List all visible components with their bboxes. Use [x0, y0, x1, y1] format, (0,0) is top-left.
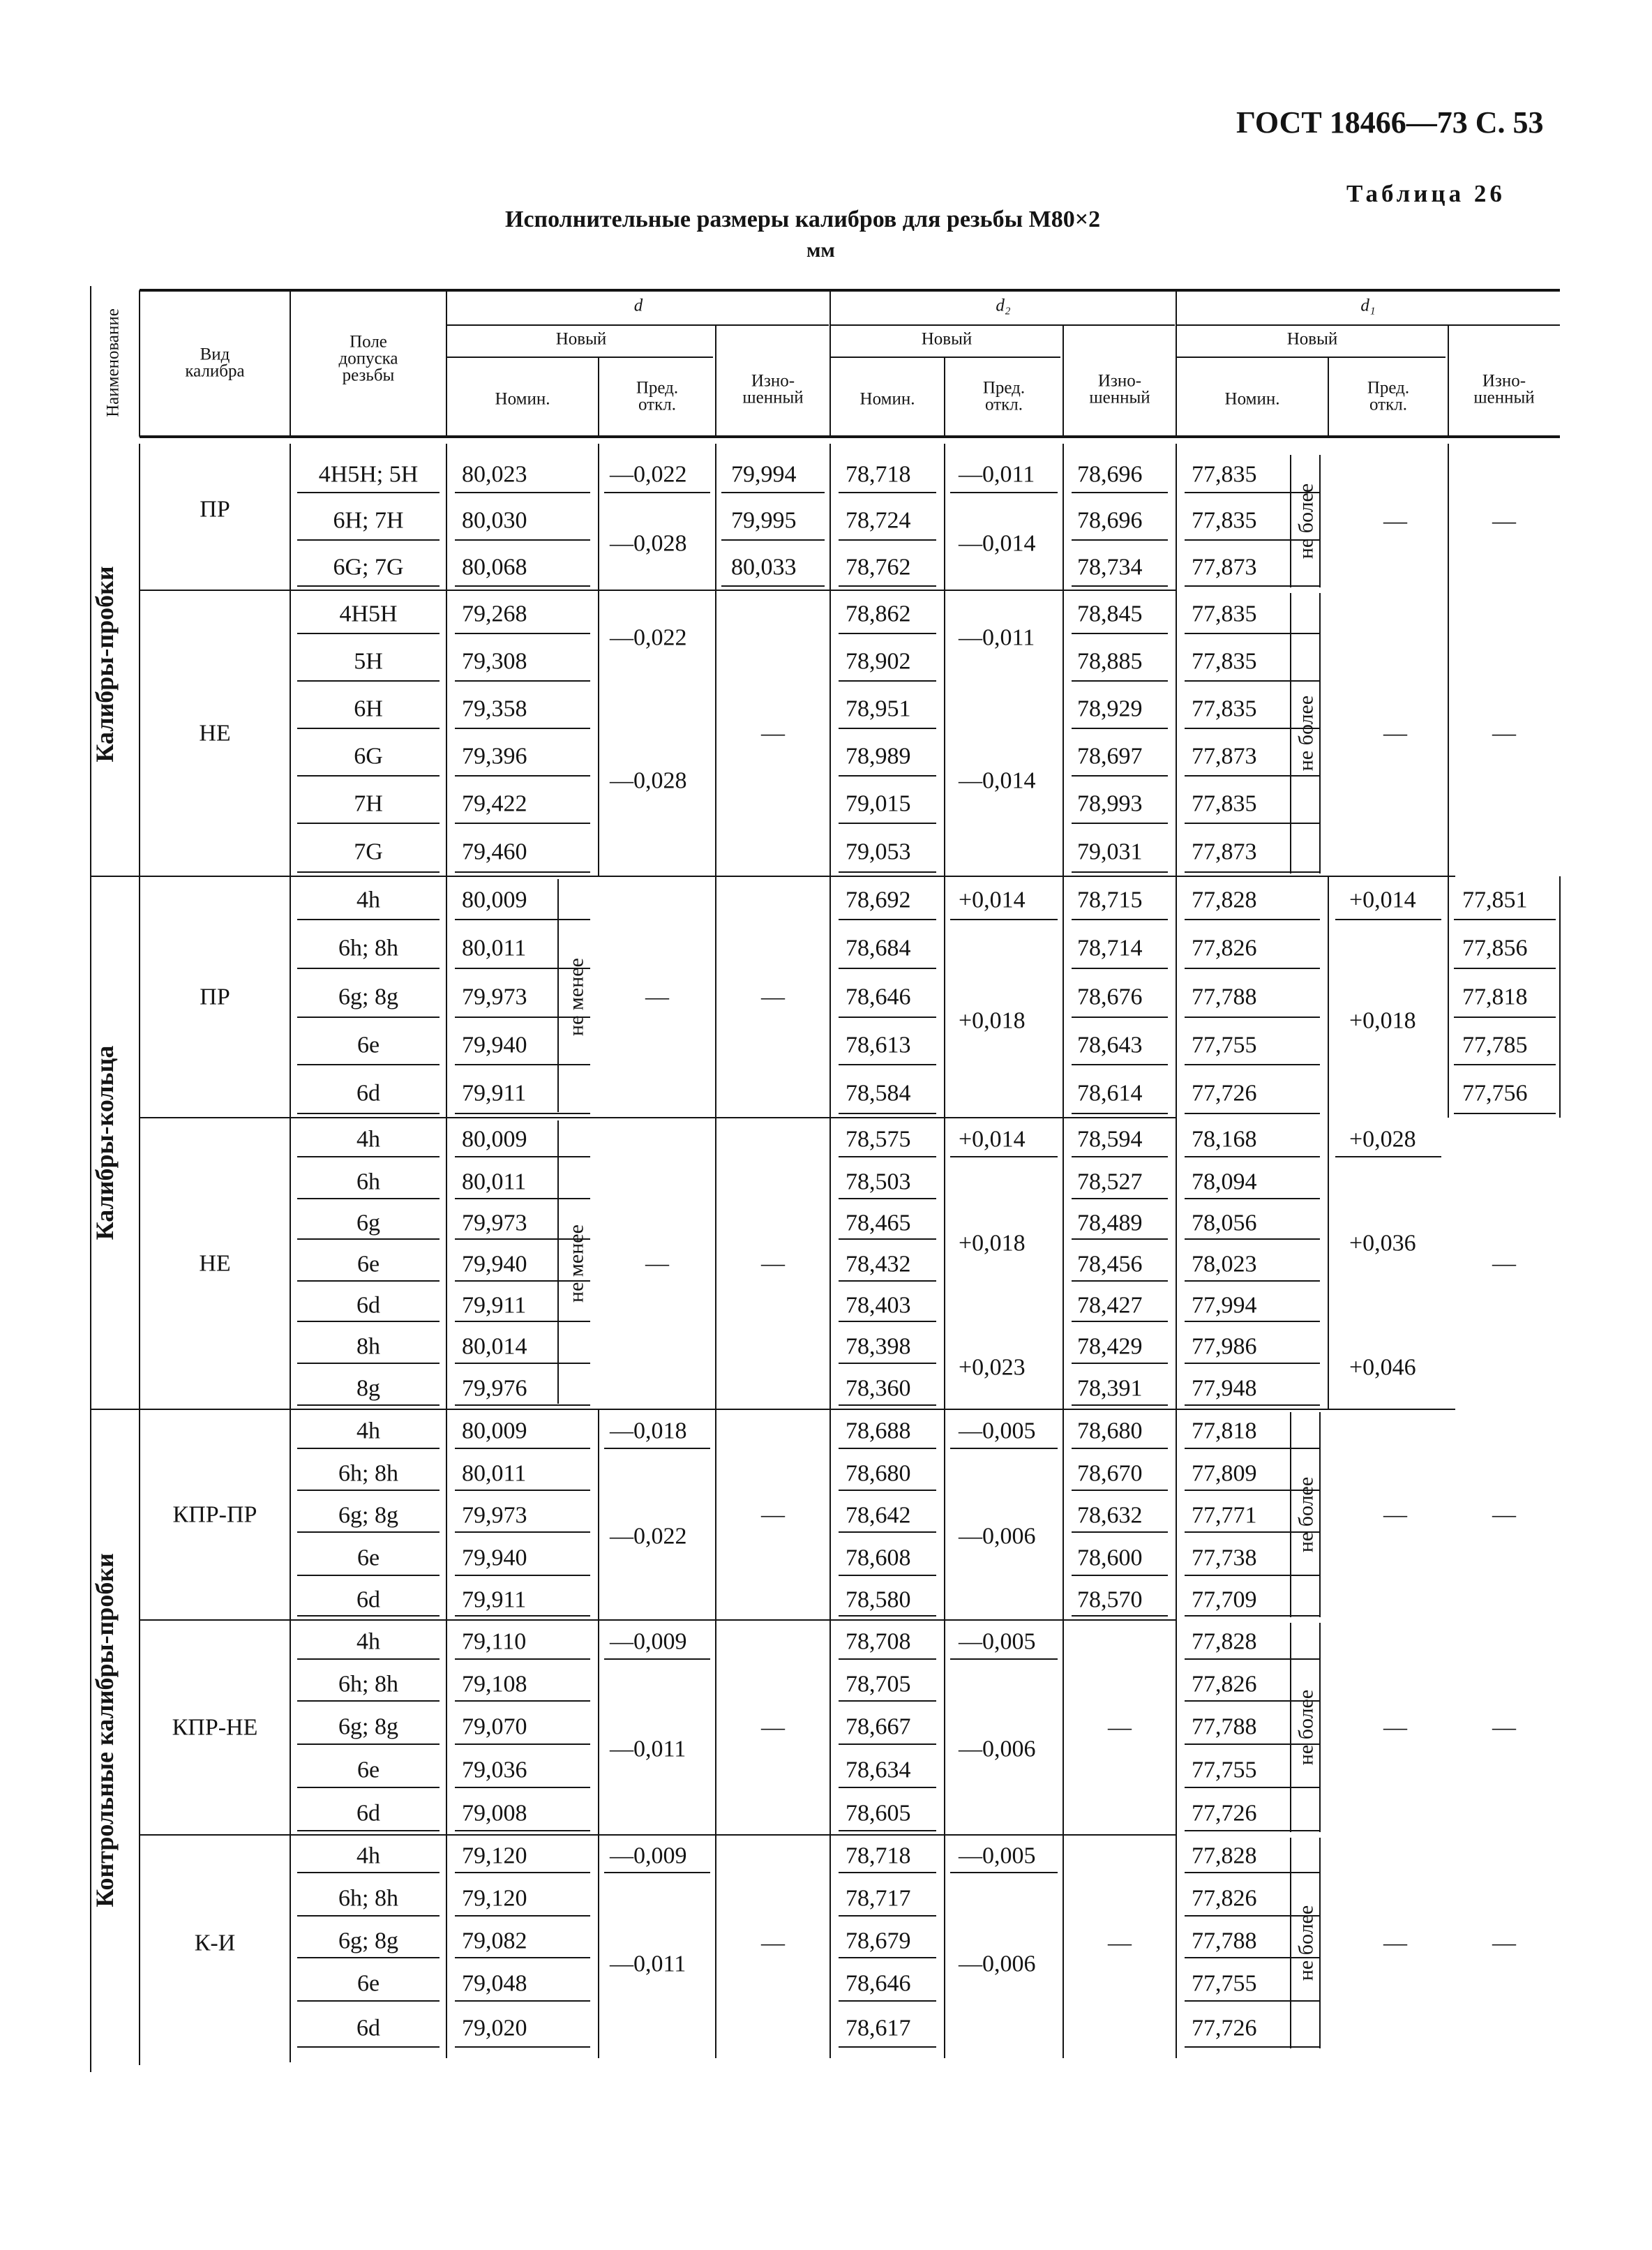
col-header-d2: d₂ [996, 296, 1011, 315]
d-nominal: 80,011 [462, 1169, 527, 1195]
d1-nominal: 77,809 [1192, 1460, 1257, 1487]
d1-worn: — [1492, 1250, 1516, 1277]
col-header-nom: Номин. [859, 389, 915, 409]
d-nominal: 79,048 [462, 1970, 527, 1997]
d2-nominal: 78,605 [846, 1800, 911, 1827]
d-nominal: 79,358 [462, 696, 527, 722]
tolerance-field: 6e [356, 1251, 380, 1277]
d1-deviation: +0,014 [1349, 887, 1416, 913]
d-nominal: 79,940 [462, 1032, 527, 1058]
col-header-kind: Вид [200, 345, 230, 364]
d1-nominal: 77,826 [1192, 1671, 1257, 1697]
d2-nominal: 78,692 [846, 887, 911, 913]
d2-nominal: 78,432 [846, 1251, 911, 1277]
d1-note-max: не более [1294, 483, 1318, 560]
d2-nominal: 78,688 [846, 1418, 911, 1444]
tolerance-field: 6d [356, 1080, 380, 1107]
d-deviation: —0,028 [610, 530, 687, 557]
d2-nominal: 78,679 [846, 1928, 911, 1954]
d-nominal: 79,460 [462, 839, 527, 865]
col-header-kind: калибра [185, 361, 245, 381]
d1-worn: 77,785 [1462, 1032, 1528, 1058]
d-nominal: 80,014 [462, 1333, 527, 1360]
col-header-dev: Пред. [636, 378, 679, 398]
d2-worn: 78,680 [1077, 1418, 1143, 1444]
tolerance-field: 4h [356, 1126, 380, 1153]
tolerance-field: 6g [356, 1210, 380, 1236]
tolerance-field: 6e [356, 1545, 380, 1571]
d1-nominal: 77,709 [1192, 1587, 1257, 1613]
d2-nominal: 78,705 [846, 1671, 911, 1697]
d-worn: — [761, 1714, 785, 1741]
d1-dash: — [1383, 508, 1407, 534]
d1-worn: — [1492, 1714, 1516, 1741]
gauge-kind: К-И [194, 1930, 236, 1956]
d-worn: 79,995 [731, 507, 797, 534]
col-header-dev: Пред. [982, 378, 1026, 398]
d2-nominal: 78,398 [846, 1333, 911, 1360]
d1-worn: 77,818 [1462, 984, 1528, 1010]
d-deviation: —0,011 [610, 1736, 686, 1762]
d-deviation: —0,018 [610, 1418, 687, 1444]
d-nominal: 80,011 [462, 935, 527, 961]
d1-worn: 77,851 [1462, 887, 1528, 913]
d2-deviation: —0,006 [959, 1951, 1036, 1977]
table-unit: мм [806, 239, 835, 262]
tolerance-field: 4H5H [339, 601, 398, 627]
d2-nominal: 78,762 [846, 554, 911, 580]
d1-deviation: +0,028 [1349, 1126, 1416, 1153]
d2-deviation: +0,023 [959, 1354, 1026, 1381]
d1-nominal: 77,726 [1192, 2015, 1257, 2041]
tolerance-field: 4h [356, 1843, 380, 1869]
d2-deviation: —0,011 [959, 624, 1035, 651]
tolerance-field: 4H5H; 5H [318, 461, 419, 488]
d-nominal: 79,973 [462, 1210, 527, 1236]
col-header-name: Наименование [103, 308, 123, 417]
tolerance-field: 6H; 7H [333, 507, 404, 534]
d1-nominal: 77,755 [1192, 1970, 1257, 1997]
d1-nominal: 78,023 [1192, 1251, 1257, 1277]
d-nominal: 79,976 [462, 1375, 527, 1402]
d2-nominal: 78,613 [846, 1032, 911, 1058]
tolerance-field: 6G [354, 743, 383, 770]
tolerance-field: 6G; 7G [333, 554, 404, 580]
col-header-nom: Номин. [1224, 389, 1280, 409]
d2-worn: 78,643 [1077, 1032, 1143, 1058]
tolerance-field: 6d [356, 1587, 380, 1613]
d2-worn: 78,696 [1077, 461, 1143, 488]
d2-nominal: 78,902 [846, 648, 911, 675]
col-header-dev: откл. [1369, 395, 1407, 414]
d-deviation: — [645, 1250, 669, 1277]
d1-dash: — [1383, 1714, 1407, 1741]
d1-nominal: 77,835 [1192, 461, 1257, 488]
d2-worn: 78,845 [1077, 601, 1143, 627]
d-nominal: 79,120 [462, 1843, 527, 1869]
d2-nominal: 78,617 [846, 2015, 911, 2041]
d2-nominal: 78,862 [846, 601, 911, 627]
d-nominal: 79,008 [462, 1800, 527, 1827]
d2-worn: 78,456 [1077, 1251, 1143, 1277]
gauge-kind: ПР [200, 496, 230, 523]
d1-dash: — [1383, 720, 1407, 747]
d2-deviation: —0,011 [959, 461, 1035, 488]
group-label-ring-gauges: Калибры-кольца [91, 1045, 119, 1240]
tolerance-field: 6h; 8h [338, 1671, 398, 1697]
d2-worn: 78,670 [1077, 1460, 1143, 1487]
tolerance-field: 4h [356, 1418, 380, 1444]
d2-worn: 78,885 [1077, 648, 1143, 675]
d-nominal: 79,940 [462, 1545, 527, 1571]
tolerance-field: 5H [354, 648, 383, 675]
d2-nominal: 79,015 [846, 790, 911, 817]
d1-nominal: 77,726 [1192, 1800, 1257, 1827]
d2-worn: 78,715 [1077, 887, 1143, 913]
d2-nominal: 78,667 [846, 1713, 911, 1740]
d1-nominal: 77,755 [1192, 1032, 1257, 1058]
col-header-d1: d₁ [1360, 296, 1376, 315]
d2-nominal: 78,503 [846, 1169, 911, 1195]
d1-nominal: 77,826 [1192, 935, 1257, 961]
d-worn: — [761, 1250, 785, 1277]
d1-nominal: 77,986 [1192, 1333, 1257, 1360]
d-nominal: 79,268 [462, 601, 527, 627]
tolerance-field: 6e [356, 1757, 380, 1783]
tolerance-field: 6h; 8h [338, 1460, 398, 1487]
d1-nominal: 77,828 [1192, 1628, 1257, 1655]
d2-deviation: —0,014 [959, 767, 1036, 794]
d2-worn: 78,632 [1077, 1502, 1143, 1529]
d-worn: 80,033 [731, 554, 797, 580]
d2-deviation: +0,014 [959, 1126, 1026, 1153]
d2-worn: — [1108, 1930, 1132, 1956]
d-nominal: 80,009 [462, 887, 527, 913]
col-header-d: d [633, 296, 643, 315]
d1-nominal: 77,994 [1192, 1292, 1257, 1319]
d-nominal: 79,070 [462, 1713, 527, 1740]
d1-nominal: 77,826 [1192, 1885, 1257, 1912]
d-nominal: 80,009 [462, 1418, 527, 1444]
col-header-nom: Номин. [495, 389, 550, 409]
col-header-new: Новый [1286, 329, 1338, 349]
d-worn: — [761, 1930, 785, 1956]
d1-nominal: 77,828 [1192, 1843, 1257, 1869]
d2-nominal: 78,608 [846, 1545, 911, 1571]
d-nominal: 79,110 [462, 1628, 527, 1655]
d1-worn: 77,756 [1462, 1080, 1528, 1107]
d2-nominal: 78,360 [846, 1375, 911, 1402]
d1-nominal: 78,056 [1192, 1210, 1257, 1236]
d1-nominal: 77,835 [1192, 601, 1257, 627]
d1-worn: 77,856 [1462, 935, 1528, 961]
d-deviation: —0,022 [610, 624, 687, 651]
d1-nominal: 77,818 [1192, 1418, 1257, 1444]
d1-worn: — [1492, 720, 1516, 747]
tolerance-field: 6d [356, 1800, 380, 1827]
d2-deviation: —0,006 [959, 1523, 1036, 1550]
tolerance-field: 7G [354, 839, 383, 865]
d-nominal: 79,308 [462, 648, 527, 675]
d2-nominal: 78,718 [846, 1843, 911, 1869]
d-deviation: —0,022 [610, 461, 687, 488]
d2-nominal: 78,646 [846, 984, 911, 1010]
d-nominal: 80,011 [462, 1460, 527, 1487]
d1-worn: — [1492, 508, 1516, 534]
d1-note-max: не более [1294, 695, 1318, 772]
d-worn: — [761, 1501, 785, 1528]
d1-deviation: +0,018 [1349, 1007, 1416, 1034]
d1-deviation: +0,036 [1349, 1230, 1416, 1257]
d2-worn: 78,734 [1077, 554, 1143, 580]
d2-nominal: 78,708 [846, 1628, 911, 1655]
tolerance-field: 6g; 8g [338, 984, 398, 1010]
d2-nominal: 78,989 [846, 743, 911, 770]
tolerance-field: 7H [354, 790, 383, 817]
d2-worn: 78,696 [1077, 507, 1143, 534]
d1-nominal: 78,094 [1192, 1169, 1257, 1195]
d2-worn: 78,993 [1077, 790, 1143, 817]
d-nominal: 79,082 [462, 1928, 527, 1954]
d-nominal: 79,911 [462, 1292, 527, 1319]
tolerance-field: 6d [356, 2015, 380, 2041]
d2-nominal: 78,403 [846, 1292, 911, 1319]
tolerance-field: 6g; 8g [338, 1928, 398, 1954]
col-header-field: Поле [350, 332, 387, 352]
d2-nominal: 78,575 [846, 1126, 911, 1153]
d-nominal: 79,396 [462, 743, 527, 770]
col-header-worn: Изно- [1482, 371, 1526, 391]
d-note-min: не менее [564, 958, 588, 1036]
d2-nominal: 78,465 [846, 1210, 911, 1236]
d1-nominal: 77,835 [1192, 507, 1257, 534]
d2-worn: 78,391 [1077, 1375, 1143, 1402]
col-header-new: Новый [555, 329, 607, 349]
tolerance-field: 6h; 8h [338, 935, 398, 961]
d2-nominal: 78,684 [846, 935, 911, 961]
d-nominal: 79,020 [462, 2015, 527, 2041]
d-nominal: 79,940 [462, 1251, 527, 1277]
d1-nominal: 77,873 [1192, 743, 1257, 770]
d1-deviation: +0,046 [1349, 1354, 1416, 1381]
d-worn: — [761, 720, 785, 747]
tolerance-field: 6h [356, 1169, 380, 1195]
d-deviation: —0,011 [610, 1951, 686, 1977]
d1-note-max: не более [1294, 1905, 1318, 1981]
d2-worn: — [1108, 1714, 1132, 1741]
d-deviation: —0,022 [610, 1523, 687, 1550]
col-header-worn: шенный [1089, 388, 1150, 407]
tolerance-field: 6d [356, 1292, 380, 1319]
col-header-field: резьбы [342, 366, 395, 385]
d-deviation: —0,028 [610, 767, 687, 794]
d1-nominal: 77,873 [1192, 839, 1257, 865]
d2-worn: 78,929 [1077, 696, 1143, 722]
d-nominal: 79,120 [462, 1885, 527, 1912]
d1-nominal: 77,771 [1192, 1502, 1257, 1529]
d1-dash: — [1383, 1930, 1407, 1956]
col-header-dev: откл. [985, 395, 1023, 414]
d2-worn: 78,714 [1077, 935, 1143, 961]
d-deviation: —0,009 [610, 1843, 687, 1869]
col-header-worn: шенный [1473, 388, 1535, 407]
d-nominal: 79,422 [462, 790, 527, 817]
col-header-new: Новый [921, 329, 973, 349]
d2-worn: 78,614 [1077, 1080, 1143, 1107]
d1-worn: — [1492, 1930, 1516, 1956]
tolerance-field: 6h; 8h [338, 1885, 398, 1912]
d-deviation: —0,009 [610, 1628, 687, 1655]
d2-worn: 78,489 [1077, 1210, 1143, 1236]
d2-deviation: +0,018 [959, 1007, 1026, 1034]
d2-nominal: 78,584 [846, 1080, 911, 1107]
d-nominal: 79,973 [462, 984, 527, 1010]
d2-deviation: —0,006 [959, 1736, 1036, 1762]
d-nominal: 80,030 [462, 507, 527, 534]
d1-note-max: не более [1294, 1476, 1318, 1553]
tolerance-field: 6g; 8g [338, 1502, 398, 1529]
d2-nominal: 78,718 [846, 461, 911, 488]
d1-nominal: 77,755 [1192, 1757, 1257, 1783]
d2-worn: 78,429 [1077, 1333, 1143, 1360]
page-header-code: ГОСТ 18466—73 С. 53 [1236, 105, 1544, 140]
d2-worn: 78,676 [1077, 984, 1143, 1010]
d1-nominal: 77,835 [1192, 790, 1257, 817]
d2-deviation: +0,018 [959, 1230, 1026, 1257]
group-label-plug-gauges: Калибры-пробки [91, 566, 119, 763]
d-nominal: 80,068 [462, 554, 527, 580]
col-header-field: допуска [338, 349, 398, 368]
tolerance-field: 8g [356, 1375, 380, 1402]
col-header-worn: шенный [742, 388, 804, 407]
d1-nominal: 77,873 [1192, 554, 1257, 580]
col-header-worn: Изно- [751, 371, 795, 391]
tolerance-field: 6H [354, 696, 383, 722]
gauge-kind: ПР [200, 984, 230, 1010]
tolerance-field: 6g; 8g [338, 1713, 398, 1740]
d1-worn: — [1492, 1501, 1516, 1528]
d2-nominal: 78,724 [846, 507, 911, 534]
d2-nominal: 78,580 [846, 1587, 911, 1613]
d-worn: — [761, 984, 785, 1010]
d2-worn: 79,031 [1077, 839, 1143, 865]
d2-deviation: —0,014 [959, 530, 1036, 557]
table-title: Исполнительные размеры калибров для резьбы М80×2 [505, 207, 1101, 232]
d1-nominal: 77,948 [1192, 1375, 1257, 1402]
col-header-dev: Пред. [1367, 378, 1410, 398]
tolerance-field: 6e [356, 1970, 380, 1997]
d2-worn: 78,570 [1077, 1587, 1143, 1613]
col-header-dev: откл. [638, 395, 676, 414]
d-nominal: 80,023 [462, 461, 527, 488]
d2-worn: 78,600 [1077, 1545, 1143, 1571]
d1-nominal: 77,738 [1192, 1545, 1257, 1571]
col-header-worn: Изно- [1097, 371, 1142, 391]
d2-nominal: 78,680 [846, 1460, 911, 1487]
d2-deviation: —0,005 [959, 1418, 1036, 1444]
d-nominal: 79,911 [462, 1587, 527, 1613]
d2-nominal: 78,642 [846, 1502, 911, 1529]
d-nominal: 79,108 [462, 1671, 527, 1697]
d1-nominal: 77,788 [1192, 1928, 1257, 1954]
d2-nominal: 79,053 [846, 839, 911, 865]
d-nominal: 79,036 [462, 1757, 527, 1783]
d1-nominal: 77,726 [1192, 1080, 1257, 1107]
table-number: Таблица 26 [1346, 180, 1505, 207]
tolerance-field: 4h [356, 887, 380, 913]
d1-nominal: 77,835 [1192, 648, 1257, 675]
d-worn: 79,994 [731, 461, 797, 488]
tolerance-field: 8h [356, 1333, 380, 1360]
d2-nominal: 78,634 [846, 1757, 911, 1783]
d1-nominal: 77,835 [1192, 696, 1257, 722]
d2-nominal: 78,646 [846, 1970, 911, 1997]
d1-nominal: 77,788 [1192, 1713, 1257, 1740]
gauge-kind: КПР-НЕ [172, 1714, 258, 1741]
tolerance-field: 6e [356, 1032, 380, 1058]
d2-nominal: 78,951 [846, 696, 911, 722]
d1-dash: — [1383, 1501, 1407, 1528]
d1-nominal: 77,788 [1192, 984, 1257, 1010]
group-label-control-plugs: Контрольные калибры-пробки [91, 1553, 119, 1907]
d-nominal: 80,009 [462, 1126, 527, 1153]
d2-deviation: +0,014 [959, 887, 1026, 913]
gauge-kind: НЕ [199, 720, 231, 747]
d1-nominal: 77,828 [1192, 887, 1257, 913]
d2-worn: 78,697 [1077, 743, 1143, 770]
d-deviation: — [645, 984, 669, 1010]
d2-worn: 78,594 [1077, 1126, 1143, 1153]
d2-worn: 78,427 [1077, 1292, 1143, 1319]
d2-deviation: —0,005 [959, 1628, 1036, 1655]
d-nominal: 79,973 [462, 1502, 527, 1529]
tolerance-field: 4h [356, 1628, 380, 1655]
d2-worn: 78,527 [1077, 1169, 1143, 1195]
d1-nominal: 78,168 [1192, 1126, 1257, 1153]
gauge-kind: КПР-ПР [172, 1501, 257, 1528]
d2-nominal: 78,717 [846, 1885, 911, 1912]
gauge-kind: НЕ [199, 1250, 231, 1277]
d1-note-max: не более [1294, 1689, 1318, 1766]
d-note-min: не менее [564, 1224, 588, 1303]
d-nominal: 79,911 [462, 1080, 527, 1107]
d2-deviation: —0,005 [959, 1843, 1036, 1869]
